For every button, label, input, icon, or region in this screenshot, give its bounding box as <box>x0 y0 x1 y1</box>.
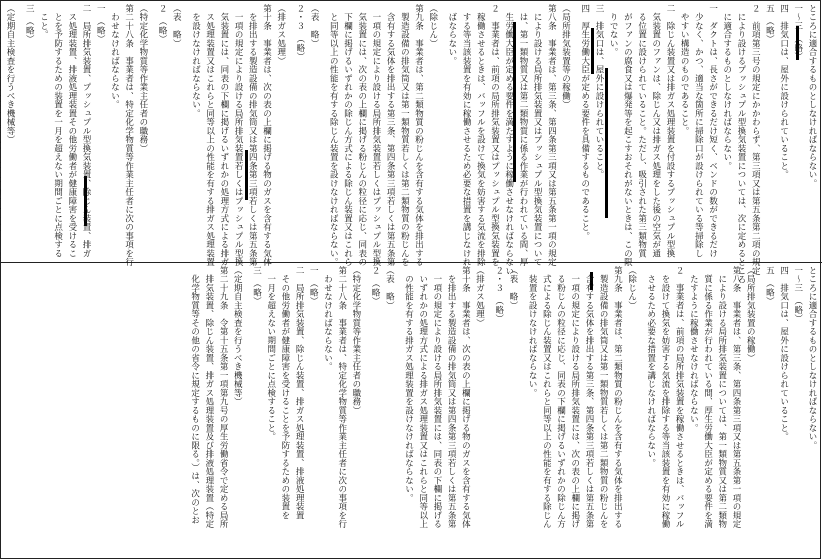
text-line: りでない。 <box>608 4 619 57</box>
text-line: 四 排気口は、屋外に設けられていること。 <box>778 4 789 179</box>
text-line: ところに適合するものとしなければならない。 <box>807 266 817 450</box>
revised-text-panel <box>4 4 818 284</box>
text-line: 一項の規定により設ける局所排気装置には、同表の下欄に掲げる <box>431 266 442 529</box>
text-line: 二 除じん装置又は排ガス処理装置を付設するプッシュプル型換 <box>664 4 675 258</box>
text-line: ２ （略） <box>157 4 168 44</box>
text-line: 稼働させるときは、バッフルを設けて換気を妨害する気流を排除 <box>475 4 486 267</box>
text-line: 二 局所排気装置、プッシュプル型換気装置、除じん装置、排ガ <box>81 4 92 258</box>
article-heading: （局所排気装置等の稼働） <box>560 4 571 109</box>
paragraph-gap <box>287 4 292 260</box>
article-heading: （排ガス処理） <box>474 266 485 328</box>
text-line: ところに適合するものとしなければならない。 <box>807 4 817 188</box>
text-line: 式による除じん装置又はこれらと同等以上の性能を有する除じん <box>541 266 552 529</box>
text-line: る位置に設けられていること。ただし、吸引された第三類物質 <box>636 4 647 258</box>
text-line: ２ 事業者は、前項の局所排気装置を稼働させるときは、バッフル <box>674 266 685 529</box>
text-line: 五 （略） <box>764 266 775 306</box>
article-heading: （表 略） <box>507 266 518 310</box>
article-heading: （特定化学物質等作業主任者の職務） <box>137 4 148 153</box>
paragraph-gap <box>149 4 154 260</box>
text-line: 気装置のファンは、除じん又は排ガス処理をした後の空気が通 <box>650 4 661 258</box>
text-line: いずれかの処理方式による排ガス処理装置又はこれらと同等以上 <box>417 266 428 529</box>
paragraph-gap <box>572 4 577 260</box>
text-line: ２・３ （略） <box>493 266 504 323</box>
text-line: 一 ダクトは、長さができるだけ短く、ベンドの数ができるだけ <box>707 4 718 258</box>
text-line: る粉じんの粒径に応じ、同表の下欄に掲げるいずれかの除じん方 <box>555 266 566 529</box>
text-line: 第二十八条 事業者は、特定化学物質等作業主任者に次の事項を行 <box>123 4 134 267</box>
text-line: 製造設備の排気筒又は第一類物質若しくは第二類物質の粉じんを <box>399 4 410 267</box>
text-line: 化学物質等その他の省令に規定するものに限る。）は、次のとお <box>189 266 200 525</box>
text-line: 第二十八条 事業者は、特定化学物質等作業主任者に次の事項を行 <box>336 266 347 529</box>
text-line: 含有する気体を排出する第三条、第四条第三項若しくは第五条第 <box>385 4 396 267</box>
text-line: ばならない。 <box>446 4 457 66</box>
text-line: 生労働大臣が定める要件を満たすように稼働させなければならない。 <box>503 4 514 284</box>
text-line: と同等以上の性能を有する除じん装置を設けなければならない。 <box>328 4 339 267</box>
article-heading: （表 略） <box>384 266 395 310</box>
text-line: の性能を有する排ガス処理装置を設けなければならない。 <box>403 266 414 503</box>
text-line: により設ける局所排気装置又はプッシュプル型換気装置について <box>532 4 543 267</box>
paragraph-gap <box>320 4 325 260</box>
text-line: 第九条 事業者は、第二類物質の粉じんを含有する気体を排出する <box>413 4 424 267</box>
text-line: ス処理装置又はこれらと同等以上の性能を有する排ガス処理装置 <box>204 4 215 267</box>
text-line: 排気装置、除じん装置、排ガス処理装置及び排液処理装置（特定 <box>203 266 214 529</box>
text-line: に適合するものとしなければならない。 <box>721 4 732 171</box>
paragraph-gap <box>395 266 400 556</box>
paragraph-gap <box>16 4 21 260</box>
paragraph-gap <box>519 266 524 556</box>
text-line: ２ （略） <box>370 266 381 306</box>
text-line: ス処理装置、排液処理装置その他労働者が健康障害を受けるこ <box>66 4 77 258</box>
article-heading: （表 略） <box>309 4 320 48</box>
paragraph-gap <box>756 266 761 556</box>
text-line: 含有する気体を排出する第三条、第四条第三項若しくは第五条第 <box>583 266 594 529</box>
text-line: 五 （略） <box>764 4 775 44</box>
text-line: 四 厚生労働大臣が定める要件を具備するものであること。 <box>579 4 590 241</box>
text-line: 装置を設けなければならない。 <box>527 266 538 398</box>
text-line: を設けて換気を妨害する気流を排除する等当該装置を有効に稼働 <box>659 266 670 529</box>
text-line: 第九条 事業者は、第二類物質の粉じんを含有する気体を排出する <box>612 266 623 529</box>
text-line: がファンの腐食又は爆発等を起こすおそれがないときは、この限 <box>622 4 633 267</box>
article-heading: （特定化学物質等作業主任者の職務） <box>350 266 361 415</box>
text-line: 気装置には、次の表の上欄に掲げる粉じんの粒径に応じ、同表の <box>356 4 367 267</box>
text-line: 一項の規定により設ける局所排気装置には、次の表の上欄に掲げ <box>569 266 580 529</box>
text-line: により設けるプッシュプル型換気装置については、次に定めるところ <box>735 4 746 284</box>
text-line: 一項の規定により設ける局所排気装置若しくはプッシュプル型換 <box>233 4 244 267</box>
article-heading: （定期自主検査を行うべき機械等） <box>5 4 16 144</box>
text-line: 少なく、かつ、適当な箇所に掃除口が設けられている等掃除し <box>693 4 704 258</box>
text-line: その他労働者が健康障害を受けることを予防するための装置を <box>279 266 290 520</box>
text-line <box>0 4 2 260</box>
article-heading: （局所排気装置の稼働） <box>745 266 756 363</box>
text-line: 三 （略） <box>251 266 262 306</box>
text-line: を排出する製造設備の排気筒又は第四条第三項若しくは第五条第 <box>247 4 258 267</box>
paragraph-gap <box>182 4 187 260</box>
paragraph-gap <box>486 266 491 556</box>
text-line: 第二十九条 令第十五条第一項第九号の厚生労働省令で定める局所 <box>218 266 229 529</box>
text-line: 質に係る作業が行われている間、厚生労働大臣が定める要件を満 <box>702 266 713 529</box>
article-heading: （除じん） <box>427 4 438 48</box>
paragraph-gap <box>439 4 444 260</box>
text-line: 三 （略） <box>24 4 35 44</box>
article-heading: （除じん） <box>626 266 637 310</box>
text-line: ２ 事業者は、前項の局所排気装置又はプッシュプル型換気装置を <box>489 4 500 267</box>
text-line: は、第一類物質又は第二類物質に係る作業が行われている間、厚 <box>517 4 528 267</box>
text-line: を設けなければならない。 <box>190 4 201 118</box>
current-text-panel <box>4 266 818 556</box>
text-line: により設ける局所排気装置については、第一類物質又は第二類物 <box>716 266 727 529</box>
text-line: 一 （略） <box>95 4 106 44</box>
text-line: 一～三 （略） <box>792 266 803 323</box>
text-line: させるため必要な措置を講じなければならない。 <box>645 266 656 468</box>
text-line: 第十条 事業者は、次の表の上欄に掲げる物のガスを含有する気体 <box>261 4 272 267</box>
article-heading: （表 略） <box>171 4 182 48</box>
text-line: わせなければならない。 <box>109 4 120 109</box>
text-line: たすように稼働させなければならない。 <box>688 266 699 433</box>
text-line: 一項の規定により設ける局所排気装置若しくはプッシュプル型換 <box>370 4 381 267</box>
text-line: 一～三 （略） <box>792 4 803 61</box>
paragraph-gap <box>243 266 248 556</box>
text-line: こと。 <box>38 4 49 39</box>
text-line: 四 排気口は、屋外に設けられていること。 <box>778 266 789 441</box>
text-line: 第八条 事業者は、第三条、第四条第三項又は第五条第一項の規定 <box>730 266 741 529</box>
text-line: 一 （略） <box>308 266 319 306</box>
text-line: 下欄に掲げるいずれかの除じん方式による除じん装置又はこれら <box>342 4 353 267</box>
text-line: 三 排気口は、屋外に設けられていること。 <box>593 4 604 179</box>
text-line: ２ 前項第三号の規定にかかわらず、第三項又は第五条第二項の規定 <box>750 4 761 276</box>
text-line: 二 局所排気装置、除じん装置、排ガス処理装置、排液処理装置 <box>294 266 305 520</box>
text-line: 第八条 事業者は、第三条、第四条第三項又は第五条第一項の規定 <box>546 4 557 267</box>
article-heading: （排ガス処理） <box>275 4 286 66</box>
text-line: 気装置には、同表の下欄に掲げるいずれかの処理方式による排ガ <box>218 4 229 267</box>
text-line: 一月を超えない期間ごとに点検すること。 <box>265 266 276 441</box>
paragraph-gap <box>362 266 367 556</box>
text-line: ２・３ （略） <box>294 4 305 61</box>
text-line: する等当該装置を有効に稼働させるため必要な措置を講じなけれ <box>461 4 472 267</box>
paragraph-gap <box>638 266 643 556</box>
text-line: とを予防するための装置を一月を超えない期間ごとに点検する <box>52 4 63 258</box>
text-line: わせなければならない。 <box>322 266 333 371</box>
text-line: 第十条 事業者は、次の表の上欄に掲げる物のガスを含有する気体 <box>460 266 471 529</box>
article-heading: （定期自主検査を行うべき機械等） <box>232 266 243 406</box>
text-line: 製造設備の排気筒又は第一類物質若しくは第二類物質の粉じんを <box>598 266 609 529</box>
text-line: を排出する製造設備の排気筒又は第四条第三項若しくは第五条第 <box>446 266 457 529</box>
text-line: やすい構造のものであること。 <box>679 4 690 136</box>
